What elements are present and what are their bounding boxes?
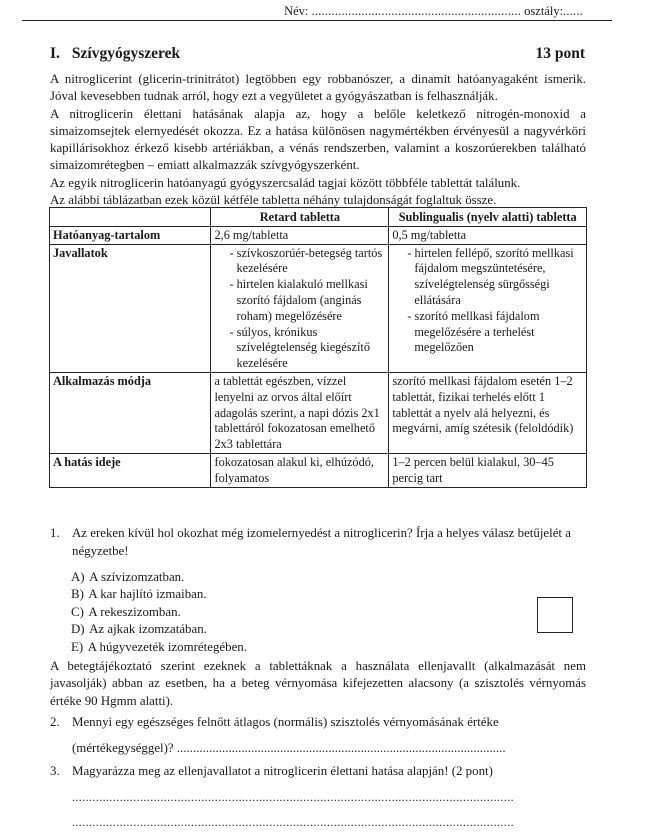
row-label: A hatás ideje bbox=[50, 453, 211, 487]
question-number: 1. bbox=[50, 526, 60, 540]
option-letter: C) bbox=[71, 604, 84, 619]
cell-sublingual: 1–2 percen belül kialakul, 30–45 percig tart bbox=[389, 453, 587, 487]
name-label: Név: bbox=[284, 4, 309, 18]
list-item: - súlyos, krónikus szívelégtelenség kiegészítő kezelésére bbox=[214, 325, 385, 372]
table-row bbox=[50, 453, 587, 487]
indication-list bbox=[214, 246, 385, 372]
contraindication-paragraph: A betegtájékoztató szerint ezeknek a tablettáknak a használata ellenjavallt (alkalmazását nem javasolják) abban az esetben, ha a beteg vérnyomása kifejezetten alacsony (a szisztolés vérnyomás értéke 90 Hgmm alatti). bbox=[50, 659, 586, 708]
option-text: A rekeszizomban. bbox=[88, 604, 181, 619]
section-points: 13 pont bbox=[535, 45, 585, 62]
cell-sublingual: 0,5 mg/tabletta bbox=[389, 226, 587, 244]
name-blank[interactable]: ............................................................... bbox=[311, 4, 522, 18]
option-text: Az ajkak izomzatában. bbox=[89, 622, 207, 637]
row-label: Hatóanyag-tartalom bbox=[50, 226, 211, 244]
question-text: Magyarázza meg az ellenjavallatot a nitroglicerin élettani hatása alapján! (2 pont) bbox=[72, 764, 493, 778]
question-3 bbox=[50, 762, 586, 831]
answer-box[interactable] bbox=[537, 597, 573, 633]
section-number: I. bbox=[50, 45, 60, 62]
question-number: 3. bbox=[50, 764, 60, 778]
answer-options bbox=[71, 569, 249, 656]
table-header-row bbox=[50, 208, 587, 227]
question-text: Az ereken kívül hol okozhat még izomelernyedést a nitroglicerin? Írja a helyes válasz betűjelét a négyzetbe! bbox=[72, 526, 571, 558]
table-row bbox=[50, 372, 587, 453]
list-item: - szorító mellkasi fájdalom megelőzésére a terhelést megelőzően bbox=[392, 309, 583, 356]
intro-paragraph: Az alábbi táblázatban ezek közül kétféle tabletta néhány tulajdonságát foglaltuk össze. bbox=[50, 193, 497, 208]
answer-blank[interactable]: .................................................................................................................................. bbox=[72, 790, 514, 804]
question-2 bbox=[50, 713, 586, 757]
question-1 bbox=[50, 524, 586, 560]
question-text: Mennyi egy egészséges felnőtt átlagos (normális) szisztolés vérnyomásának értéke bbox=[72, 715, 499, 729]
intro-paragraph: Az egyik nitroglicerin hatóanyagú gyógyszercsalád tagjai között többféle tablettát találunk. bbox=[50, 175, 521, 190]
list-item: - szívkoszorúér-betegség tartós kezelésére bbox=[214, 246, 385, 278]
col-header-retard: Retard tabletta bbox=[211, 208, 389, 227]
tablet-comparison-table bbox=[49, 207, 587, 488]
option-letter: E) bbox=[71, 639, 84, 654]
answer-blank[interactable]: ...................................................................................................... bbox=[176, 741, 506, 755]
option-b bbox=[71, 586, 249, 603]
cell-sublingual bbox=[389, 244, 587, 372]
option-text: A kar hajlító izmaiban. bbox=[88, 587, 207, 602]
class-blank[interactable]: ...... bbox=[563, 4, 583, 18]
row-label: Alkalmazás módja bbox=[50, 372, 211, 453]
option-d bbox=[71, 621, 249, 638]
student-header bbox=[284, 4, 583, 19]
option-text: A húgyvezeték izomrétegében. bbox=[87, 639, 247, 654]
col-header-sublingual: Sublingualis (nyelv alatti) tabletta bbox=[389, 208, 587, 227]
option-letter: B) bbox=[71, 587, 84, 602]
intro-paragraph: A nitroglicerint (glicerin-trinitrátot) legtöbben egy robbanószer, a dinamit hatóanyagaként ismerik. Jóval kevesebben tudnak arról, hogy ezt a vegyületet a gyógyászatban is felhasználják. bbox=[50, 72, 586, 104]
cell-retard bbox=[211, 244, 389, 372]
list-item: - hirtelen fellépő, szorító mellkasi fájdalom megszüntetésére, szívelégtelenség sürgősségi ellátására bbox=[392, 246, 583, 309]
header-rule bbox=[22, 20, 612, 21]
table-row bbox=[50, 244, 587, 372]
intro-paragraph: A nitroglicerin élettani hatásának alapja az, hogy a belőle keletkező nitrogén-monoxid a simaizomsejtek elernyedését okozza. Ez a hatása különösen nagymértékben érvényesül a nagyvérköri kapillárisokhoz érkező kisebb artériákban, a vénás rendszerben, valamint a koszorúerekben található simaizomrétegben – emiatt alkalmazzák szívgyógyszerként. bbox=[50, 106, 586, 173]
option-c bbox=[71, 604, 249, 621]
answer-blank[interactable]: .................................................................................................................................. bbox=[72, 815, 514, 829]
question-number: 2. bbox=[50, 715, 60, 729]
cell-retard: 2,6 mg/tabletta bbox=[211, 226, 389, 244]
section-name: Szívgyógyszerek bbox=[71, 45, 181, 62]
table-corner-cell bbox=[50, 208, 211, 227]
class-label: osztály: bbox=[524, 4, 564, 18]
option-e bbox=[71, 639, 249, 656]
row-label: Javallatok bbox=[50, 244, 211, 372]
option-text: A szívizomzatban. bbox=[89, 570, 185, 584]
question-text-cont: (mértékegységgel)? bbox=[72, 741, 174, 755]
section-title bbox=[50, 45, 180, 63]
table-row bbox=[50, 226, 587, 244]
cell-sublingual: szorító mellkasi fájdalom esetén 1–2 tablettát, fizikai terhelés előtt 1 tablettát a nyelv alá helyezni, és megvárni, amíg szétesik (feloldódik) bbox=[389, 372, 587, 453]
cell-retard: fokozatosan alakul ki, elhúzódó, folyamatos bbox=[211, 453, 389, 487]
indication-list bbox=[392, 246, 583, 357]
option-letter: D) bbox=[71, 622, 85, 637]
question-answer-line bbox=[72, 739, 586, 757]
option-a bbox=[71, 569, 249, 586]
intro-text bbox=[50, 71, 586, 209]
list-item: - hirtelen kialakuló mellkasi szorító fájdalom (anginás roham) megelőzésére bbox=[214, 277, 385, 324]
cell-retard: a tablettát egészben, vízzel lenyelni az orvos által előírt adagolás szerint, a napi dózis 2x1 tablettáról fokozatosan emelhető 2x3 tablettára bbox=[211, 372, 389, 453]
option-letter: A) bbox=[71, 570, 85, 584]
